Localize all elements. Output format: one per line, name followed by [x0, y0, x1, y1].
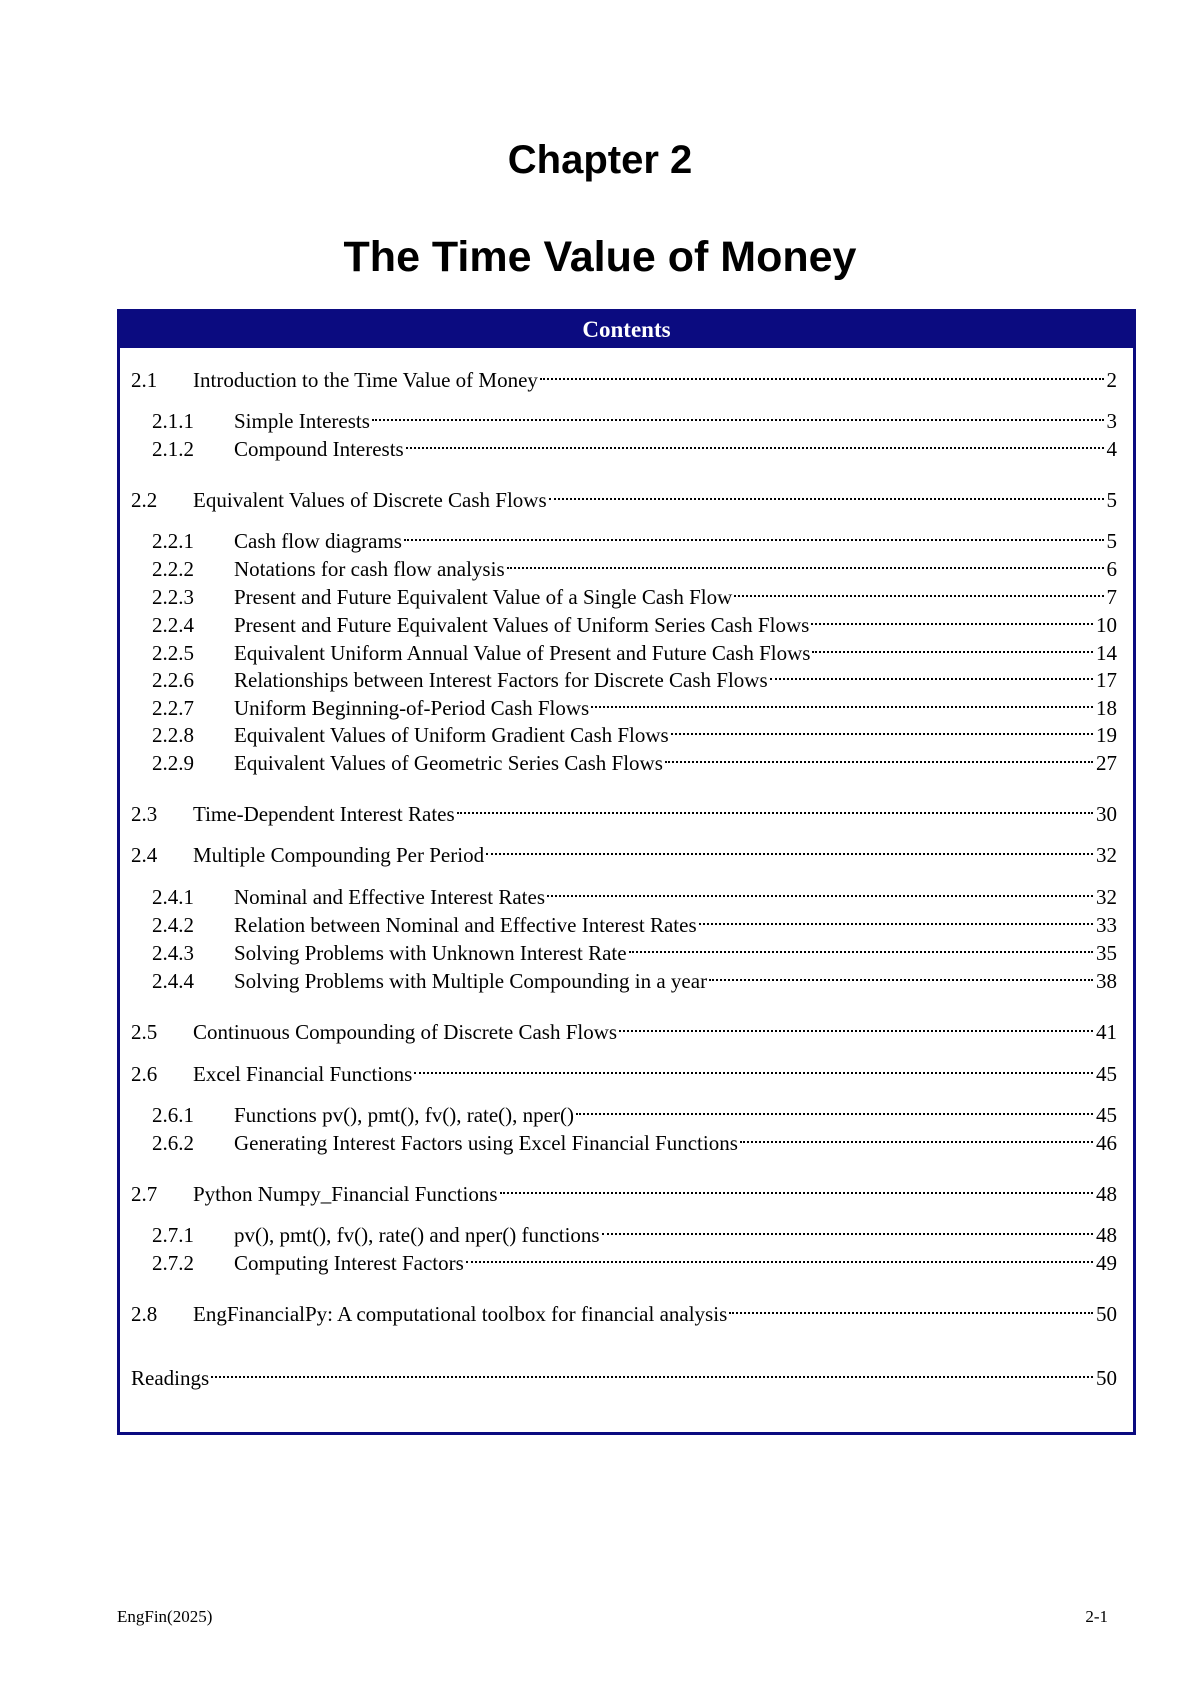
toc-entry-number: 2.6	[131, 1062, 158, 1086]
toc-entry-page: 32	[1096, 843, 1117, 867]
toc-entry-number: 2.2.5	[152, 641, 194, 665]
toc-entry[interactable]	[152, 876, 1117, 909]
toc-entry-title: Solving Problems with Unknown Interest Rate	[234, 941, 627, 965]
toc-entry[interactable]	[152, 548, 1117, 581]
toc-entry-title: Multiple Compounding Per Period	[193, 843, 485, 867]
toc-entry-title: Continuous Compounding of Discrete Cash Flows	[193, 1020, 618, 1044]
toc-entry-title: Relationships between Interest Factors for Discrete Cash Flows	[234, 668, 768, 692]
toc-entry[interactable]	[152, 742, 1117, 775]
toc-entry-title: EngFinancialPy: A computational toolbox for financial analysis	[193, 1302, 728, 1326]
toc-leader-dots	[540, 359, 1104, 387]
toc-leader-dots	[699, 904, 1093, 932]
toc-entry-page: 5	[1106, 488, 1117, 512]
footer-course-label: EngFin(2025)	[117, 1607, 213, 1626]
footer-page-number: 2-1	[1085, 1607, 1108, 1626]
toc-entry-title: Present and Future Equivalent Values of Uniform Series Cash Flows	[234, 613, 810, 637]
toc-entry-number: 2.2	[131, 488, 158, 512]
toc-leader-dots	[770, 659, 1093, 687]
toc-entry[interactable]	[131, 793, 1117, 826]
toc-entry-page: 38	[1096, 969, 1117, 993]
toc-entry-title: Compound Interests	[234, 437, 404, 461]
toc-entry[interactable]	[152, 1094, 1117, 1127]
toc-entry-number: 2.2.9	[152, 751, 194, 775]
toc-heading: Contents	[120, 312, 1133, 348]
toc-entry-title: Equivalent Values of Geometric Series Cash Flows	[234, 751, 663, 775]
toc-entry[interactable]	[152, 1242, 1117, 1275]
toc-entry-page: 19	[1096, 723, 1117, 747]
toc-entry[interactable]	[131, 479, 1117, 512]
toc-leader-dots	[812, 632, 1093, 660]
toc-entry-number: 2.2.6	[152, 668, 194, 692]
toc-entry-page: 3	[1106, 409, 1117, 433]
toc-entry-page: 7	[1106, 585, 1117, 609]
toc-entry-page: 50	[1096, 1366, 1117, 1390]
toc-entry[interactable]	[131, 1173, 1117, 1206]
toc-entry-title: Nominal and Effective Interest Rates	[234, 885, 546, 909]
toc-entry[interactable]	[152, 520, 1117, 553]
toc-leader-dots	[211, 1357, 1093, 1385]
toc-leader-dots	[729, 1293, 1093, 1321]
toc-entry-title: Relation between Nominal and Effective Interest Rates	[234, 913, 697, 937]
toc-entry-number: 2.1.2	[152, 437, 194, 461]
toc-leader-dots	[549, 479, 1104, 507]
toc-entry-number: 2.7.1	[152, 1223, 194, 1247]
toc-entry-page: 10	[1096, 613, 1117, 637]
toc-entry-page: 45	[1096, 1103, 1117, 1127]
toc-entry[interactable]	[152, 687, 1117, 720]
toc-entry-title: Solving Problems with Multiple Compounding in a year	[234, 969, 708, 993]
toc-leader-dots	[811, 604, 1093, 632]
toc-entry-page: 18	[1096, 696, 1117, 720]
toc-leader-dots	[457, 793, 1093, 821]
toc-entry-page: 49	[1096, 1251, 1117, 1275]
toc-leader-dots	[671, 714, 1093, 742]
toc-leader-dots	[591, 687, 1093, 715]
toc-entry[interactable]	[152, 576, 1117, 609]
toc-entry-number: 2.3	[131, 802, 158, 826]
toc-entry-title: Excel Financial Functions	[193, 1062, 413, 1086]
toc-entry-number: 2.5	[131, 1020, 158, 1044]
toc-leader-dots	[740, 1122, 1093, 1150]
toc-leader-dots	[629, 932, 1093, 960]
toc-leader-dots	[500, 1173, 1094, 1201]
toc-leader-dots	[372, 400, 1104, 428]
toc-entry-title: Equivalent Uniform Annual Value of Present and Future Cash Flows	[234, 641, 811, 665]
toc-entry-page: 46	[1096, 1131, 1117, 1155]
chapter-label: Chapter 2	[507, 138, 693, 182]
toc-entry-number: 2.1	[131, 368, 158, 392]
toc-entry-number: 2.6.2	[152, 1131, 194, 1155]
toc-leader-dots	[406, 428, 1104, 456]
toc-entry-title: Equivalent Values of Uniform Gradient Cash Flows	[234, 723, 669, 747]
toc-entry-title: pv(), pmt(), fv(), rate() and nper() functions	[234, 1223, 600, 1247]
toc-leader-dots	[404, 520, 1104, 548]
toc-entry-page: 5	[1106, 529, 1117, 553]
toc-entry-page: 41	[1096, 1020, 1117, 1044]
toc-entry[interactable]	[152, 1214, 1117, 1247]
toc-entry[interactable]	[131, 359, 1117, 392]
toc-entry-number: 2.2.7	[152, 696, 194, 720]
toc-entry-title: Uniform Beginning-of-Period Cash Flows	[234, 696, 590, 720]
toc-leader-dots	[414, 1053, 1093, 1081]
toc-entry-title: Notations for cash flow analysis	[234, 557, 505, 581]
toc-leader-dots	[576, 1094, 1093, 1122]
toc-entry-number: 2.8	[131, 1302, 158, 1326]
toc-entry-page: 17	[1096, 668, 1117, 692]
toc-entry-title: Cash flow diagrams	[234, 529, 402, 553]
toc-entry-page: 2	[1106, 368, 1117, 392]
toc-entry-number: 2.1.1	[152, 409, 194, 433]
toc-leader-dots	[547, 876, 1093, 904]
toc-entry-title: Generating Interest Factors using Excel Financial Functions	[234, 1131, 738, 1155]
toc-entry[interactable]	[152, 932, 1117, 965]
toc-entry-number: 2.4.4	[152, 969, 194, 993]
toc-entry[interactable]	[152, 1122, 1117, 1155]
toc-entry[interactable]	[152, 400, 1117, 433]
toc-entry-page: 48	[1096, 1223, 1117, 1247]
table-of-contents	[117, 309, 1136, 1435]
toc-entry-title: Functions pv(), pmt(), fv(), rate(), nper()	[234, 1103, 574, 1127]
toc-entry[interactable]	[152, 632, 1117, 665]
toc-entry[interactable]	[152, 960, 1117, 993]
toc-leader-dots	[486, 834, 1093, 862]
toc-entry-title: Equivalent Values of Discrete Cash Flows	[193, 488, 547, 512]
toc-entry-page: 33	[1096, 913, 1117, 937]
toc-entry-number: 2.7	[131, 1182, 158, 1206]
toc-leader-dots	[709, 960, 1093, 988]
toc-leader-dots	[466, 1242, 1093, 1270]
toc-leader-dots	[602, 1214, 1093, 1242]
toc-entry[interactable]	[131, 1011, 1117, 1044]
toc-entry-page: 4	[1106, 437, 1117, 461]
toc-entry-number: 2.4.2	[152, 913, 194, 937]
toc-entry-page: 6	[1106, 557, 1117, 581]
toc-entry-title: Present and Future Equivalent Value of a Single Cash Flow	[234, 585, 733, 609]
toc-entry-page: 27	[1096, 751, 1117, 775]
toc-entry-number: 2.2.1	[152, 529, 194, 553]
toc-entry-number: 2.2.2	[152, 557, 194, 581]
toc-entry-number: 2.2.3	[152, 585, 194, 609]
toc-entry-number: 2.4	[131, 843, 158, 867]
toc-entry-readings[interactable]	[131, 1357, 1117, 1390]
toc-entry-page: 30	[1096, 802, 1117, 826]
toc-entry-page: 32	[1096, 885, 1117, 909]
toc-entry[interactable]	[152, 904, 1117, 937]
toc-entry-title: Introduction to the Time Value of Money	[193, 368, 538, 392]
toc-entry-page: 14	[1096, 641, 1117, 665]
toc-leader-dots	[665, 742, 1093, 770]
toc-entry-number: 2.7.2	[152, 1251, 194, 1275]
toc-entry-number: 2.4.3	[152, 941, 194, 965]
toc-entry-number: 2.6.1	[152, 1103, 194, 1127]
toc-leader-dots	[734, 576, 1103, 604]
toc-leader-dots	[507, 548, 1104, 576]
toc-entry-page: 45	[1096, 1062, 1117, 1086]
toc-entry-page: 48	[1096, 1182, 1117, 1206]
toc-entry-title: Readings	[131, 1366, 210, 1390]
toc-entry[interactable]	[152, 428, 1117, 461]
toc-entry-title: Computing Interest Factors	[234, 1251, 464, 1275]
toc-entry-title: Python Numpy_Financial Functions	[193, 1182, 498, 1206]
toc-entry[interactable]	[131, 1053, 1117, 1086]
toc-entry-number: 2.4.1	[152, 885, 194, 909]
toc-entry-page: 35	[1096, 941, 1117, 965]
chapter-title: The Time Value of Money	[343, 233, 857, 281]
toc-entry[interactable]	[131, 834, 1117, 867]
toc-leader-dots	[619, 1011, 1093, 1039]
toc-entry[interactable]	[152, 714, 1117, 747]
toc-entry-title: Simple Interests	[234, 409, 370, 433]
toc-entry[interactable]	[131, 1293, 1117, 1326]
toc-entry-title: Time-Dependent Interest Rates	[193, 802, 455, 826]
toc-entry-number: 2.2.8	[152, 723, 194, 747]
toc-entry-page: 50	[1096, 1302, 1117, 1326]
toc-entry[interactable]	[152, 604, 1117, 637]
toc-entry[interactable]	[152, 659, 1117, 692]
toc-entry-number: 2.2.4	[152, 613, 194, 637]
